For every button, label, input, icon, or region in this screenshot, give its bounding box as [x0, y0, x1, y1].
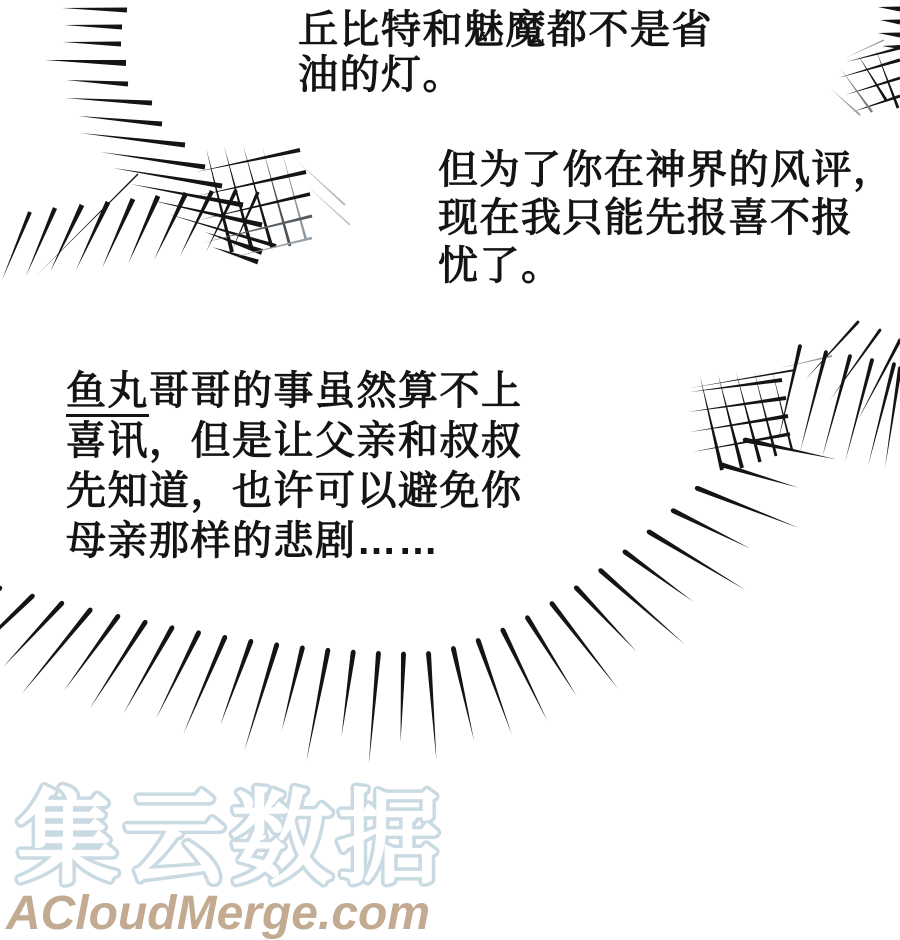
watermark	[0, 780, 900, 940]
scribble-crosshatch-top-right	[830, 39, 900, 115]
proper-noun-underline: 鱼丸	[66, 369, 149, 417]
watermark-url-text: ACloudMerge.com	[6, 887, 431, 940]
crosshatch-grid-left	[196, 145, 351, 258]
steep-line-fan-right	[778, 321, 900, 468]
dialogue-text-1: 丘比特和魅魔都不是省 油的灯。	[298, 8, 713, 97]
speed-burst-top-left	[2, 8, 277, 280]
corner-bars-top-right	[878, 7, 900, 49]
watermark-logo-text: 集云数据	[16, 781, 444, 896]
dialogue-text-2: 但为了你在神界的风评， 现在我只能先报喜不报 忧了。	[438, 148, 895, 288]
dialogue-text-3: 鱼丸哥哥的事虽然算不上 喜讯，但是让父亲和叔叔 先知道，也许可以避免你 母亲那样的悲剧……	[66, 369, 523, 563]
